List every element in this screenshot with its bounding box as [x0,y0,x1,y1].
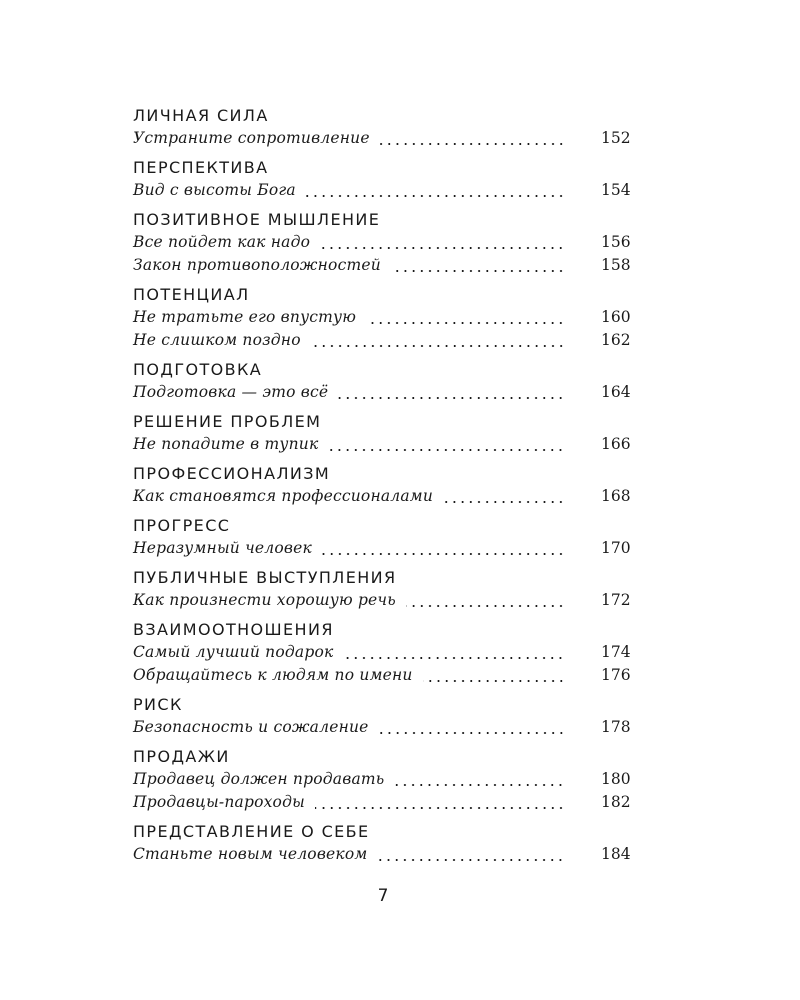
entry-page-number: 162 [601,331,631,349]
dot-leader [380,142,565,146]
dot-leader [394,783,565,787]
dot-leader [322,552,565,556]
dot-leader [377,858,565,862]
section-heading: ПОЗИТИВНОЕ МЫШЛЕНИЕ [133,210,381,229]
toc-entry[interactable] [133,537,629,560]
section-heading: ПУБЛИЧНЫЕ ВЫСТУПЛЕНИЯ [133,568,397,587]
dot-leader [338,396,565,400]
toc-section [133,462,629,508]
entry-title: Безопасность и сожаление [133,718,369,736]
toc-section [133,410,629,456]
entry-title: Неразумный человек [133,539,312,557]
entry-title: Подготовка — это всё [133,383,329,401]
toc-section [133,693,629,739]
toc-section [133,156,629,202]
toc-entry[interactable] [133,381,629,404]
entry-title: Как становятся профессионалами [133,487,434,505]
section-heading: РИСК [133,695,183,714]
section-heading: ПРЕДСТАВЛЕНИЕ О СЕБЕ [133,822,370,841]
toc-section [133,820,629,866]
toc-entry[interactable] [133,716,629,739]
entry-page-number: 168 [601,487,631,505]
entry-title: Продавец должен продавать [133,770,385,788]
section-heading: ПРОДАЖИ [133,747,230,766]
dot-leader [343,656,565,660]
entry-title: Не попадите в тупик [133,435,319,453]
entry-page-number: 180 [601,770,631,788]
entry-page-number: 172 [601,591,631,609]
toc-entry[interactable] [133,433,629,456]
toc-entry[interactable] [133,231,629,254]
toc-entry[interactable] [133,306,629,329]
entry-title: Вид с высоты Бога [133,181,296,199]
toc-entry[interactable] [133,768,629,791]
entry-title: Продавцы-пароходы [133,793,305,811]
entry-title: Закон противоположностей [133,256,381,274]
entry-title: Не тратьте его впустую [133,308,357,326]
toc-section [133,514,629,560]
toc-entry[interactable] [133,589,629,612]
entry-title: Устраните сопротивление [133,129,370,147]
toc-section [133,358,629,404]
toc-entry[interactable] [133,329,629,352]
section-heading: ПЕРСПЕКТИВА [133,158,269,177]
entry-page-number: 154 [601,181,631,199]
entry-title: Не слишком поздно [133,331,301,349]
toc-section [133,566,629,612]
section-heading: ПОДГОТОВКА [133,360,263,379]
entry-title: Обращайтесь к людям по имени [133,666,413,684]
toc-entry[interactable] [133,127,629,150]
toc-entry[interactable] [133,485,629,508]
entry-title: Как произнести хорошую речь [133,591,396,609]
table-of-contents [133,104,629,872]
entry-page-number: 158 [601,256,631,274]
dot-leader [443,500,565,504]
section-heading: ПРОФЕССИОНАЛИЗМ [133,464,331,483]
section-heading: ПОТЕНЦИАЛ [133,285,250,304]
entry-page-number: 152 [601,129,631,147]
entry-page-number: 184 [601,845,631,863]
toc-section [133,283,629,352]
section-heading: ЛИЧНАЯ СИЛА [133,106,269,125]
dot-leader [366,321,565,325]
section-heading: ВЗАИМООТНОШЕНИЯ [133,620,334,639]
entry-title: Самый лучший подарок [133,643,334,661]
toc-entry[interactable] [133,254,629,277]
dot-leader [423,679,565,683]
entry-page-number: 176 [601,666,631,684]
toc-section [133,745,629,814]
dot-leader [311,344,565,348]
page-number: 7 [377,886,389,906]
dot-leader [315,806,565,810]
entry-page-number: 166 [601,435,631,453]
section-heading: ПРОГРЕСС [133,516,231,535]
toc-section [133,104,629,150]
entry-page-number: 164 [601,383,631,401]
entry-page-number: 174 [601,643,631,661]
section-heading: РЕШЕНИЕ ПРОБЛЕМ [133,412,322,431]
toc-entry[interactable] [133,791,629,814]
entry-page-number: 156 [601,233,631,251]
entry-page-number: 182 [601,793,631,811]
dot-leader [391,269,565,273]
entry-title: Все пойдет как надо [133,233,311,251]
toc-section [133,618,629,687]
entry-page-number: 178 [601,718,631,736]
dot-leader [406,604,565,608]
toc-section [133,208,629,277]
toc-entry[interactable] [133,843,629,866]
entry-title: Станьте новым человеком [133,845,368,863]
entry-page-number: 160 [601,308,631,326]
dot-leader [328,448,565,452]
toc-entry[interactable] [133,664,629,687]
toc-entry[interactable] [133,179,629,202]
entry-page-number: 170 [601,539,631,557]
dot-leader [379,731,565,735]
dot-leader [320,246,565,250]
toc-entry[interactable] [133,641,629,664]
dot-leader [306,194,565,198]
